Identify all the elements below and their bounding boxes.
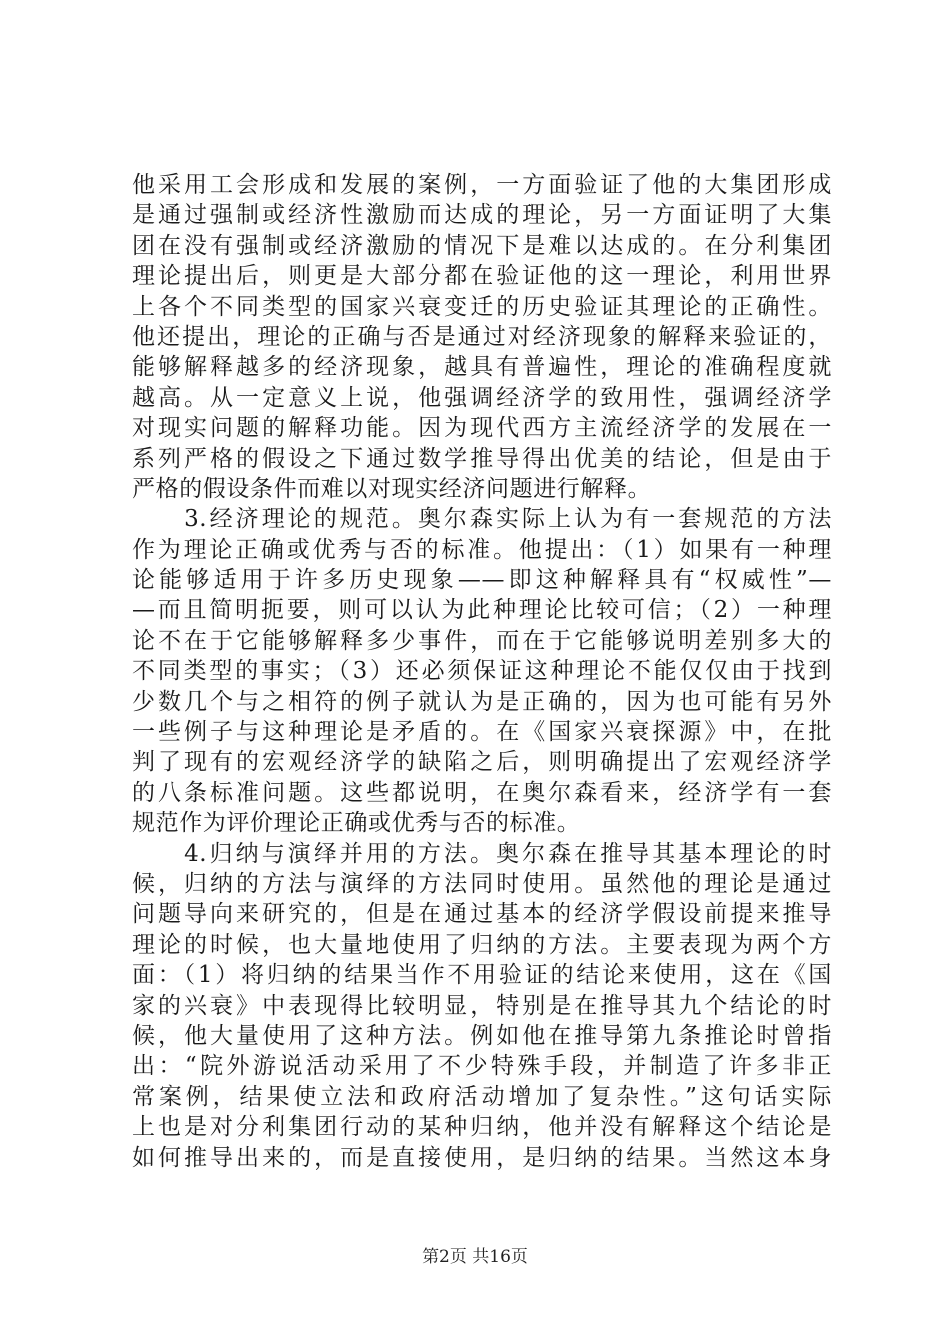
text-line: 越高。从一定意义上说，他强调经济学的致用性，强调经济学 <box>132 384 832 411</box>
text-line: 作为理论正确或优秀与否的标准。他提出：（1）如果有一种理 <box>132 536 832 563</box>
text-line: 不同类型的事实；（3）还必须保证这种理论不能仅仅由于找到 <box>132 658 832 685</box>
text-line: 是通过强制或经济性激励而达成的理论，另一方面证明了大集 <box>132 202 832 229</box>
text-line: 能够解释越多的经济现象，越具有普遍性，理论的准确程度就 <box>132 354 832 381</box>
text-line: 候，他大量使用了这种方法。例如他在推导第九条推论时曾指 <box>132 1022 832 1049</box>
text-line: —而且简明扼要，则可以认为此种理论比较可信；（2）一种理 <box>132 597 832 624</box>
text-line: 一些例子与这种理论是矛盾的。在《国家兴衰探源》中，在批 <box>132 719 832 746</box>
text-line: 上也是对分利集团行动的某种归纳，他并没有解释这个结论是 <box>132 1114 832 1141</box>
text-line: 论能够适用于许多历史现象——即这种解释具有“权威性”— <box>132 567 832 594</box>
text-line: 问题导向来研究的，但是在通过基本的经济学假设前提来推导 <box>132 901 832 928</box>
text-line: 的八条标准问题。这些都说明，在奥尔森看来，经济学有一套 <box>132 779 832 806</box>
text-line: 上各个不同类型的国家兴衰变迁的历史验证其理论的正确性。 <box>132 293 832 320</box>
text-line: 家的兴衰》中表现得比较明显，特别是在推导其九个结论的时 <box>132 992 832 1019</box>
text-line: 判了现有的宏观经济学的缺陷之后，则明确提出了宏观经济学 <box>132 749 832 776</box>
text-line: 3.经济理论的规范。奥尔森实际上认为有一套规范的方法 <box>132 506 832 533</box>
text-line: 出：“院外游说活动采用了不少特殊手段，并制造了许多非正 <box>132 1053 832 1080</box>
text-line: 规范作为评价理论正确或优秀与否的标准。 <box>132 810 581 837</box>
text-line: 常案例，结果使立法和政府活动增加了复杂性。”这句话实际 <box>132 1083 832 1110</box>
text-line: 面：（1）将归纳的结果当作不用验证的结论来使用，这在《国 <box>132 962 832 989</box>
page-number-footer: 第2页 共16页 <box>422 1247 528 1267</box>
text-line: 系列严格的假设之下通过数学推导得出优美的结论，但是由于 <box>132 445 832 472</box>
text-line: 严格的假设条件而难以对现实经济问题进行解释。 <box>132 475 652 502</box>
text-line: 候，归纳的方法与演绎的方法同时使用。虽然他的理论是通过 <box>132 870 832 897</box>
text-line: 理论提出后，则更是大部分都在验证他的这一理论，利用世界 <box>132 263 832 290</box>
text-line: 理论的时候，也大量地使用了归纳的方法。主要表现为两个方 <box>132 931 832 958</box>
text-line: 他采用工会形成和发展的案例，一方面验证了他的大集团形成 <box>132 172 832 198</box>
text-line: 团在没有强制或经济激励的情况下是难以达成的。在分利集团 <box>132 232 832 259</box>
text-line: 他还提出，理论的正确与否是通过对经济现象的解释来验证的， <box>132 323 832 350</box>
text-line: 论不在于它能够解释多少事件，而在于它能够说明差别多大的 <box>132 627 832 654</box>
text-line: 对现实问题的解释功能。因为现代西方主流经济学的发展在一 <box>132 415 832 442</box>
text-line: 少数几个与之相符的例子就认为是正确的，因为也可能有另外 <box>132 688 832 715</box>
text-line: 如何推导出来的，而是直接使用，是归纳的结果。当然这本身 <box>132 1144 832 1171</box>
body-text <box>132 170 832 1173</box>
text-line: 4.归纳与演绎并用的方法。奥尔森在推导其基本理论的时 <box>132 840 832 867</box>
